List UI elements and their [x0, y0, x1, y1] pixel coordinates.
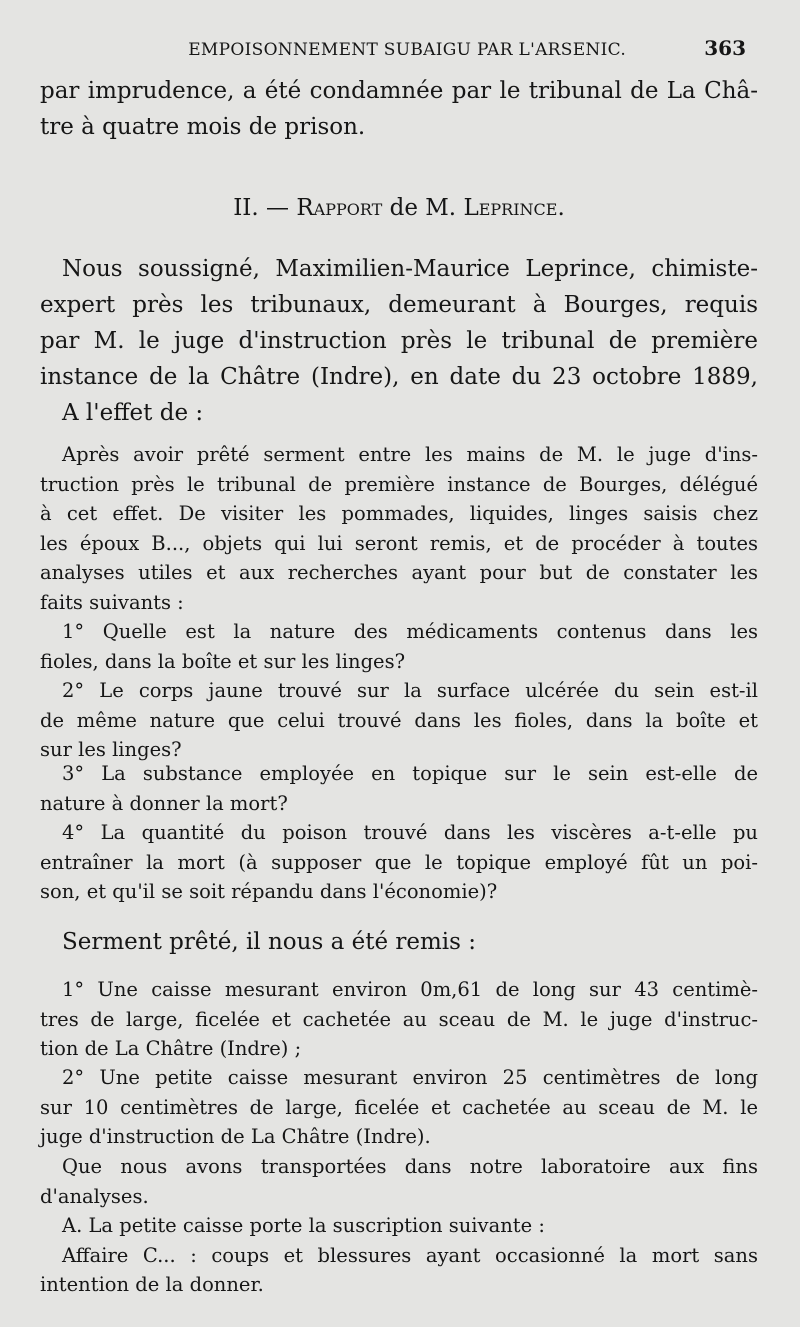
text-line: 4° La quantité du poison trouvé dans les viscères a-t-elle pu [62, 821, 758, 844]
section-heading [40, 190, 758, 226]
page-number: 363 [704, 36, 746, 60]
text-line: nature à donner la mort? [40, 791, 288, 815]
text-line: A l'effet de : [62, 400, 204, 426]
text-line: par M. le juge d'instruction près le tribunal de première [40, 328, 758, 354]
text-line: tion de La Châtre (Indre) ; [40, 1037, 302, 1060]
section-prefix: Rapport [296, 195, 383, 221]
closing-paragraph [40, 1152, 758, 1300]
oath-paragraph [40, 924, 758, 960]
text-line: Que nous avons transportées dans notre laboratoire aux fins [62, 1155, 758, 1178]
mandate-paragraph [40, 440, 758, 617]
text-line: tres de large, ficelée et cachetée au sceau de M. le juge d'instruc- [40, 1007, 758, 1031]
text-line: Affaire C... : coups et blessures ayant occasionné la mort sans [62, 1243, 758, 1267]
text-line: faits suivants : [40, 590, 184, 614]
question-1 [40, 617, 758, 676]
text-line: A. La petite caisse porte la suscription suivante : [62, 1214, 545, 1237]
intro-paragraph [40, 73, 758, 145]
text-line: sur 10 centimètres de large, ficelée et cachetée au sceau de M. le [40, 1095, 758, 1119]
text-line: expert près les tribunaux, demeurant à Bourges, requis [40, 292, 758, 318]
text-line: par imprudence, a été condamnée par le tribunal de La Châ- [40, 78, 758, 104]
text-line: Après avoir prêté serment entre les mains de M. le juge d'ins- [62, 443, 758, 466]
text-line: juge d'instruction de La Châtre (Indre). [40, 1125, 431, 1148]
text-line: fioles, dans la boîte et sur les linges? [40, 649, 406, 673]
text-line: 1° Une caisse mesurant environ 0m,61 de long sur 43 centimè- [62, 978, 758, 1001]
running-header [40, 36, 746, 66]
text-line: à cet effet. De visiter les pommades, liquides, linges saisis chez [40, 502, 758, 525]
text-line: instance de la Châtre (Indre), en date du 23 octobre 1889, [40, 364, 758, 390]
question-4 [40, 818, 758, 907]
text-line: son, et qu'il se soit répandu dans l'économie)? [40, 880, 498, 903]
question-2 [40, 676, 758, 765]
text-line: de même nature que celui trouvé dans les fioles, dans la boîte et [40, 708, 758, 732]
text-line: Nous soussigné, Maximilien-Maurice Leprince, chimiste- [62, 256, 758, 282]
text-line: d'analyses. [40, 1184, 149, 1208]
text-line: entraîner la mort (à supposer que le topique employé fût un poi- [40, 850, 758, 874]
text-line: tre à quatre mois de prison. [40, 114, 366, 140]
text-line: 3° La substance employée en topique sur le sein est-elle de [62, 762, 758, 785]
text-line: sur les linges? [40, 738, 182, 761]
section-middle: de M. [389, 195, 457, 221]
text-line: 1° Quelle est la nature des médicaments contenus dans les [62, 620, 758, 643]
text-line: truction près le tribunal de première instance de Bourges, délégué [40, 472, 758, 496]
section-number: II. — [233, 195, 290, 221]
text-line: les époux B..., objets qui lui seront remis, et de procéder à toutes [40, 531, 758, 555]
text-line: analyses utiles et aux recherches ayant pour but de constater les [40, 561, 758, 584]
text-line: Serment prêté, il nous a été remis : [62, 929, 476, 955]
opening-paragraph [40, 251, 758, 431]
section-name: Leprince. [463, 195, 565, 221]
text-line: 2° Le corps jaune trouvé sur la surface ulcérée du sein est-il [62, 679, 758, 702]
item-2 [40, 1063, 758, 1152]
text-line: 2° Une petite caisse mesurant environ 25 centimètres de long [62, 1066, 758, 1089]
running-title: EMPOISONNEMENT SUBAIGU PAR L'ARSENIC. [188, 40, 627, 60]
text-line: intention de la donner. [40, 1273, 264, 1296]
item-1 [40, 975, 758, 1064]
question-3 [40, 759, 758, 818]
